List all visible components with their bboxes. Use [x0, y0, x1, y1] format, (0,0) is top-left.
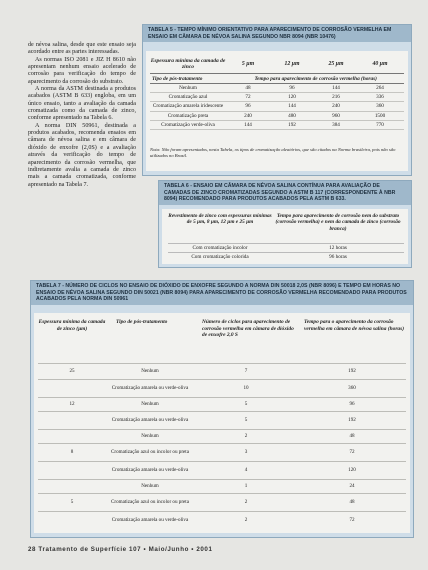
cell: 72: [349, 449, 355, 456]
table-row: [150, 84, 404, 93]
col-header: Número de ciclos para aparecimento de corrosão vermelha em câmara de dióxido de enxofre 2,0 S: [202, 319, 294, 339]
table-5-subheader: [150, 73, 404, 84]
table-7-caption: TABELA 7 - NÚMERO DE CICLOS NO ENSAIO DE DIÓXIDO DE ENXOFRE SEGUNDO A NORMA DIN 50018 2,0S (NBR 8096) E TEMPO EM HORAS NO ENSAIO DE NÉVOA SALINA SEGUNDO DIN 50021 (NBR 8094) PARA APARECIMENTO DE CORROSÃO VERMELHA RECOMENDADO PARA PRODUTOS ACABADOS PELA NORMA DIN 50961: [31, 281, 413, 305]
table-row: [150, 112, 404, 121]
table-6-body: [162, 209, 408, 264]
cell: 480: [288, 112, 296, 119]
cell: 12 horas: [329, 245, 347, 251]
cell: 24: [349, 483, 355, 490]
cell: 240: [332, 103, 340, 110]
col-header: Tempo para o aparecimento da corrosão vermelha em câmara de névoa salina (horas): [304, 319, 405, 332]
cell: 2: [244, 499, 248, 506]
cell: 384: [332, 121, 340, 128]
cell: Nenhum: [141, 433, 159, 440]
table-6: [158, 180, 412, 268]
cell: 144: [288, 103, 296, 110]
cell: Nenhum: [141, 401, 159, 408]
cell: 144: [244, 121, 252, 128]
table-row: [38, 411, 406, 429]
table-row: [168, 252, 404, 261]
cell: 120: [288, 94, 296, 101]
cell: 5: [244, 401, 248, 408]
table-row: [38, 493, 406, 511]
row-label: Cromatização preta: [167, 112, 209, 119]
cell: Nenhum: [141, 368, 159, 375]
row-label: Cromatização verde-oliva: [161, 121, 215, 128]
cell: Com cromatização colorida: [191, 254, 249, 260]
table-row: [150, 93, 404, 102]
col-header: Tempo para aparecimento de corrosão nem do substrato (corrosão vermelha) e nem da camada de zinco (corrosão branca): [275, 213, 401, 232]
cell: 264: [376, 85, 384, 92]
cell: 7: [244, 368, 248, 375]
col-header: Tipo de pós-tratamento: [116, 319, 168, 325]
table-row: [38, 397, 406, 411]
cell: 336: [376, 94, 384, 101]
cell: 8: [70, 449, 74, 456]
table-5-header-label: Espessura mínima da camada de zinco: [150, 57, 226, 70]
cell: 96 horas: [329, 254, 347, 260]
table-row: [168, 243, 404, 252]
table-row: [38, 443, 406, 461]
table-row: [38, 363, 406, 379]
cell: 12: [69, 401, 75, 408]
cell: 48: [349, 433, 355, 440]
cell: Cromatização azul ou incolor ou preta: [111, 499, 189, 506]
cell: 96: [349, 401, 355, 408]
thickness-col: 25 µm: [328, 61, 344, 67]
paragraph: A norma da ASTM destinada a produtos acabados (ASTM B 633) engloba, em um único ensaio, tanto a avaliação da camada cromatizada como da camada de zinco, conforme apresentado na Tabela 6.: [28, 86, 136, 122]
cell: 72: [349, 517, 355, 524]
table-5-note: Nota: Não foram apresentados, nesta Tabela, os tipos de cromatização aleatórios, que são citados na Norma brasileira, pois não são utilizados no Brasil.: [150, 147, 396, 158]
cell: 192: [348, 417, 356, 424]
cell: 5: [70, 499, 74, 506]
table-row: [150, 121, 404, 130]
table-7: [30, 280, 414, 538]
cell: 96: [245, 103, 251, 110]
cell: 770: [376, 121, 384, 128]
table-7-rows: [38, 363, 406, 529]
thickness-col: 40 µm: [372, 61, 388, 67]
table-6-caption: TABELA 6 - ENSAIO EM CÂMARA DE NÉVOA SALINA CONTÍNUA PARA AVALIAÇÃO DE CAMADAS DE ZINCO CROMATIZADAS SEGUNDO A ASTM B 117 (CORRESPONDENTE À NBR 8094) RECOMENDADO PARA PRODUTOS ACABADOS PELA ASTM B 633.: [159, 181, 411, 205]
paragraph: de névoa salina, desde que este ensaio seja acordado entre as partes interessadas.: [28, 42, 136, 56]
table-row: [38, 379, 406, 397]
cell: Cromatização amarela ou verde-oliva: [111, 517, 189, 524]
cell: 3: [244, 449, 248, 456]
table-6-header-row: [168, 213, 404, 241]
cell: 144: [332, 85, 340, 92]
left-text-column: [28, 42, 136, 189]
cell: 240: [244, 112, 252, 119]
cell: 1500: [374, 112, 386, 119]
cell: 72: [245, 94, 251, 101]
cell: 48: [245, 85, 251, 92]
cell: 1: [244, 483, 248, 490]
table-row: [38, 461, 406, 479]
cell: 120: [348, 467, 356, 474]
table-7-header-row: [38, 319, 406, 367]
cell: 360: [348, 385, 356, 392]
cell: Com cromatização incolor: [192, 245, 248, 251]
cell: Cromatização azul ou incolor ou preta: [111, 449, 189, 456]
row-label: Nenhum: [179, 85, 197, 92]
cell: 192: [348, 368, 356, 375]
cell: 2: [244, 517, 248, 524]
cell: 960: [332, 112, 340, 119]
table-row: [38, 429, 406, 443]
cell: 10: [243, 385, 249, 392]
cell: Cromatização amarela ou verde-oliva: [111, 417, 189, 424]
table-5-header-row: [150, 55, 404, 73]
table-row: [38, 511, 406, 529]
cell: 96: [289, 85, 295, 92]
cell: 360: [376, 103, 384, 110]
table-5-caption: TABELA 5 - TEMPO MÍNIMO ORIENTATIVO PARA APARECIMENTO DE CORROSÃO VERMELHA EM ENSAIO EM CÂMARA DE NÉVOA SALINA SEGUNDO NBR 8094 (NBR 10476): [143, 25, 411, 42]
row-label: Cromatização amarela iridescente: [152, 103, 224, 110]
paragraph: As normas ISO 2081 e JIZ H 8610 não apresentam nenhum ensaio acelerado de corrosão para verificação do tempo de aparecimento da corrosão do substrato.: [28, 56, 136, 85]
cell: Cromatização amarela ou verde-oliva: [111, 385, 189, 392]
table-5: [142, 24, 412, 176]
cell: 192: [288, 121, 296, 128]
subheader-span: Tempo para aparecimento de corrosão vermelha (horas): [254, 75, 377, 82]
cell: 2: [244, 433, 248, 440]
page-footer: 28 Tratamento de Superfície 107 • Maio/Junho • 2001: [28, 546, 213, 553]
table-5-body: [146, 51, 408, 171]
cell: Nenhum: [141, 483, 159, 490]
table-row: [150, 102, 404, 111]
cell: 5: [244, 417, 248, 424]
paragraph: A norma DIN 50961, destinada a produtos acabados, recomenda ensaios em câmara de névoa salina e em câmara de dióxido de enxofre (2,0S) e a avaliação através da verificação do tempo de aparecimento da corrosão vermelha, que indiretamente avalia a camada de zinco mais a camada cromatizada, conforme apresentado na Tabela 7.: [28, 122, 136, 188]
cell: 48: [349, 499, 355, 506]
col-header: Espessura mínima da camada de zinco (µm): [38, 319, 106, 332]
cell: Cromatização amarela ou verde-oliva: [111, 467, 189, 474]
row-label: Cromatização azul: [168, 94, 208, 101]
cell: 25: [69, 368, 75, 375]
table-row: [38, 479, 406, 493]
table-7-body: [34, 313, 410, 533]
cell: 216: [332, 94, 340, 101]
thickness-col: 5 µm: [241, 61, 255, 67]
thickness-col: 12 µm: [284, 61, 300, 67]
col-header: Revestimento de zinco com espessuras mínimas de 5 µm, 8 µm, 12 µm e 25 µm: [168, 213, 272, 226]
subheader-label: Tipo de pós-tratamento: [152, 75, 203, 82]
cell: 4: [244, 467, 248, 474]
